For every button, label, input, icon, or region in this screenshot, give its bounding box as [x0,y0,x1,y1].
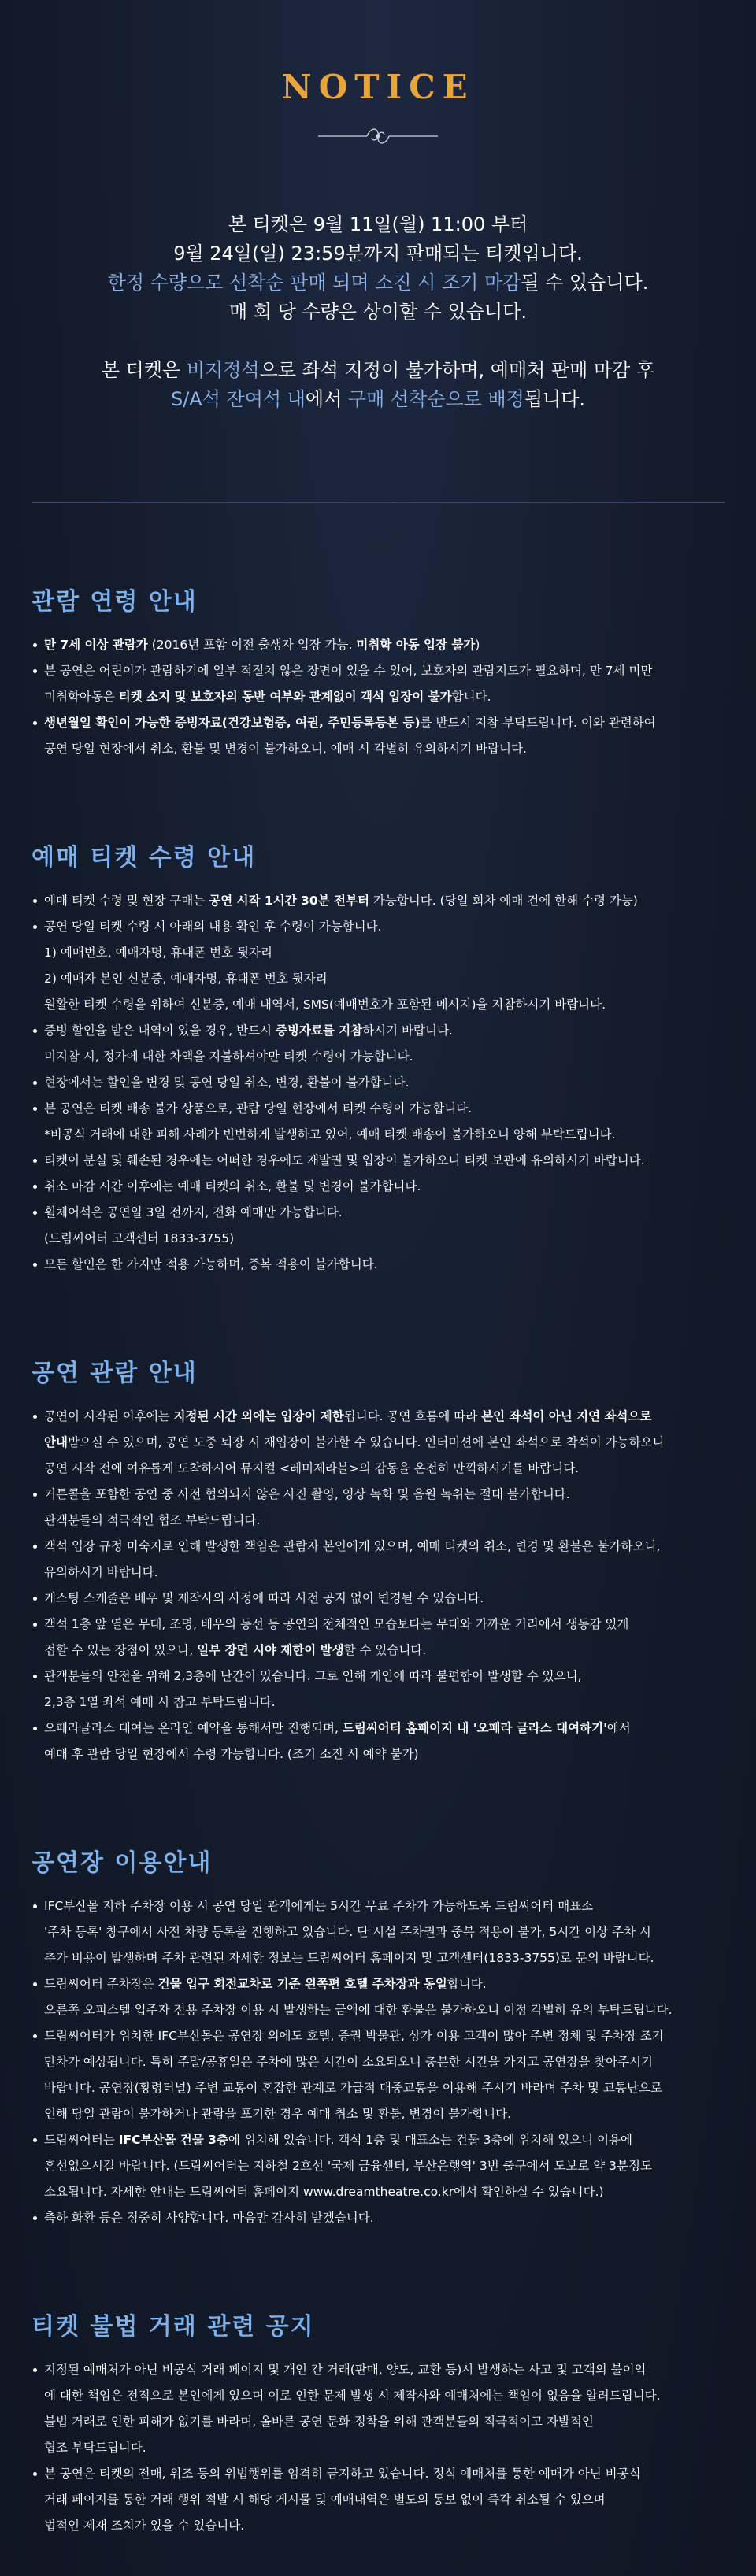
section-title: 공연 관람 안내 [32,1360,198,1387]
list-item: 축하 화환 등은 정중히 사양합니다. 마음만 감사히 받겠습니다. [32,2205,724,2231]
list-item: 본 공연은 어린이가 관람하기에 일부 적절치 않은 장면이 있을 수 있어, 보호자의 관람지도가 필요하며, 만 7세 미만 미취학아동은 티켓 소지 및 보호자의 동반 여부와 관계없이 객석 입장이 불가합니다. [32,658,724,710]
list-item: 공연 당일 티켓 수령 시 아래의 내용 확인 후 수령이 가능합니다. 1) 예매번호, 예매자명, 휴대폰 번호 뒷자리 2) 예매자 본인 신분증, 예매자명, 휴대폰 번호 뒷자리 원활한 티켓 수령을 위하여 신분증, 예매 내역서, SMS(예매번호가 포함된 메시지)을 지참하시기 바랍니다. [32,914,724,1018]
list-item: 지정된 예매처가 아닌 비공식 거래 페이지 및 개인 간 거래(판매, 양도, 교환 등)시 발생하는 사고 및 고객의 불이익 에 대한 책임은 전적으로 본인에게 있으며 이로 인한 문제 발생 시 제작사와 예매처에는 책임이 없음을 알려드립니다. 불법 거래로 인한 피해가 없기를 바라며, 올바른 공연 문화 정착을 위해 관객분들의 적극적이고 자발적인 협조 부탁드립니다. [32,2357,724,2461]
list-item: 드림씨어터가 위치한 IFC부산몰은 공연장 외에도 호텔, 증권 박물관, 상가 이용 고객이 많아 주변 정체 및 주차장 조기 만차가 예상됩니다. 특히 주말/공휴일은 주차에 많은 시간이 소요되오니 충분한 시간을 가지고 공연장을 찾아주시기 바랍니다. 공연장(황령터널) 주변 교통이 혼잡한 관계로 가급적 대중교통을 이용해 주시기 바라며 주차 및 교통난으로 인해 당일 관람이 불가하거나 관람을 포기한 경우 예매 취소 및 환불, 변경이 불가합니다. [32,2023,724,2127]
list-item: 객석 입장 규정 미숙지로 인해 발생한 책임은 관람자 본인에게 있으며, 예매 티켓의 취소, 변경 및 환불은 불가하오니, 유의하시기 바랍니다. [32,1534,724,1586]
section-age-rating [32,582,724,762]
section-title: 관람 연령 안내 [32,588,198,616]
section-ticket-pickup [32,838,724,1278]
intro-text: 본 티켓은 9월 11일(월) 11:00 부터 9월 24일(일) 23:59분까지 판매되는 티켓입니다. 한정 수량으로 선착순 판매 되며 소진 시 조기 마감될 수 있습니다. 매 회 당 수량은 상이할 수 있습니다. 본 티켓은 비지정석으로 좌석 지정이 불가하며, 예매처 판매 마감 후 S/A석 잔여석 내에서 구매 선착순으로 배정됩니다. [101,213,655,410]
list-item: 본 공연은 티켓의 전매, 위조 등의 위법행위를 엄격히 금지하고 있습니다. 정식 예매처를 통한 예매가 아닌 비공식 거래 페이지를 통한 거래 행위 적발 시 해당 게시물 및 예매내역은 별도의 통보 없이 즉각 취소될 수 있으며 법적인 제재 조치가 있을 수 있습니다. [32,2461,724,2539]
section-title: 티켓 불법 거래 관련 공지 [32,2313,315,2341]
list-item: 드림씨어터는 IFC부산몰 건물 3층에 위치해 있습니다. 객석 1층 및 매표소는 건물 3층에 위치해 있으니 이용에 혼선없으시길 바랍니다. (드림씨어터는 지하철 2호선 '국제 금융센터, 부산은행역' 3번 출구에서 도보로 약 3분정도 소요됩니다. 자세한 안내는 드림씨어터 홈페이지 www.dreamtheatre.co.kr에서 확인하실 수 있습니다.) [32,2127,724,2205]
list-item: 취소 마감 시간 이후에는 예매 티켓의 취소, 환불 및 변경이 불가합니다. [32,1174,724,1200]
list-item: 만 7세 이상 관람가 (2016년 포함 이전 출생자 입장 가능. 미취학 아동 입장 불가) [32,632,724,658]
section-title: 공연장 이용안내 [32,1849,213,1877]
section-venue-guide [32,1843,724,2231]
list-item: 커튼콜을 포함한 공연 중 사전 협의되지 않은 사진 촬영, 영상 녹화 및 음원 녹취는 절대 불가합니다. 관객분들의 적극적인 협조 부탁드립니다. [32,1482,724,1534]
list-item: 예매 티켓 수령 및 현장 구매는 공연 시작 1시간 30분 전부터 가능합니다. (당일 회차 예매 건에 한해 수령 가능) [32,888,724,914]
section-illegal-trade [32,2307,724,2539]
notice-title: NOTICE [281,68,475,106]
ornament-flourish-icon [315,120,441,152]
list-item: 드림씨어터 주차장은 건물 입구 회전교차로 기준 왼쪽편 호텔 주차장과 동일합니다. 오른쪽 오피스텔 입주자 전용 주차장 이용 시 발생하는 금액에 대한 환불은 불가하오니 이점 각별히 유의 부탁드립니다. [32,1971,724,2023]
section-title: 예매 티켓 수령 안내 [32,844,257,872]
list-item: 생년월일 확인이 가능한 증빙자료(건강보험증, 여권, 주민등록등본 등)를 반드시 지참 부탁드립니다. 이와 관련하여 공연 당일 현장에서 취소, 환불 및 변경이 불가하오니, 예매 시 각별히 유의하시기 바랍니다. [32,710,724,762]
list-item: 객석 1층 앞 열은 무대, 조명, 배우의 동선 등 공연의 전체적인 모습보다는 무대와 가까운 거리에서 생동감 있게 접할 수 있는 장점이 있으나, 일부 장면 시야 제한이 발생할 수 있습니다. [32,1612,724,1664]
list-item: 공연이 시작된 이후에는 지정된 시간 외에는 입장이 제한됩니다. 공연 흐름에 따라 본인 좌석이 아닌 지연 좌석으로 안내받으실 수 있으며, 공연 도중 퇴장 시 재입장이 불가할 수 있습니다. 인터미션에 본인 좌석으로 착석이 가능하오니 공연 시작 전에 여유롭게 도착하시어 뮤지컬 <레미제라블>의 감동을 온전히 만끽하시기를 바랍니다. [32,1404,724,1482]
section-viewing-guide [32,1353,724,1767]
list-item: 모든 할인은 한 가지만 적용 가능하며, 중복 적용이 불가합니다. [32,1252,724,1278]
list-item: 캐스팅 스케줄은 배우 및 제작사의 사정에 따라 사전 공지 없이 변경될 수 있습니다. [32,1586,724,1612]
list-item: 오페라글라스 대여는 온라인 예약을 통해서만 진행되며, 드림씨어터 홈페이지 내 '오페라 글라스 대여하기'에서 예매 후 관람 당일 현장에서 수령 가능합니다. (조기 소진 시 예약 불가) [32,1715,724,1767]
list-item: 현장에서는 할인율 변경 및 공연 당일 취소, 변경, 환불이 불가합니다. [32,1070,724,1096]
list-item: 관객분들의 안전을 위해 2,3층에 난간이 있습니다. 그로 인해 개인에 따라 불편함이 발생할 수 있으니, 2,3층 1열 좌석 예매 시 참고 부탁드립니다. [32,1664,724,1715]
list-item: 티켓이 분실 및 훼손된 경우에는 어떠한 경우에도 재발권 및 입장이 불가하오니 티켓 보관에 유의하시기 바랍니다. [32,1148,724,1174]
notice-header [0,0,756,152]
list-item: 휠체어석은 공연일 3일 전까지, 전화 예매만 가능합니다. (드림씨어터 고객센터 1833-3755) [32,1200,724,1252]
list-item: 증빙 할인을 받은 내역이 있을 경우, 반드시 증빙자료를 지참하시기 바랍니다. 미지참 시, 정가에 대한 차액을 지불하셔야만 티켓 수령이 가능합니다. [32,1018,724,1070]
list-item: 본 공연은 티켓 배송 불가 상품으로, 관람 당일 현장에서 티켓 수령이 가능합니다. *비공식 거래에 대한 피해 사례가 빈번하게 발생하고 있어, 예매 티켓 배송이 불가하오니 양해 부탁드립니다. [32,1096,724,1148]
list-item: IFC부산몰 지하 주차장 이용 시 공연 당일 관객에게는 5시간 무료 주차가 가능하도록 드림씨어터 매표소 '주차 등록' 창구에서 사전 차량 등록을 진행하고 있습니다. 단 시설 주차권과 중복 적용이 불가, 5시간 이상 주차 시 추가 비용이 발생하며 주차 관련된 자세한 정보는 드림씨어터 홈페이지 및 고객센터(1833-3755)로 문의 바랍니다. [32,1893,724,1971]
section-divider [32,502,724,503]
